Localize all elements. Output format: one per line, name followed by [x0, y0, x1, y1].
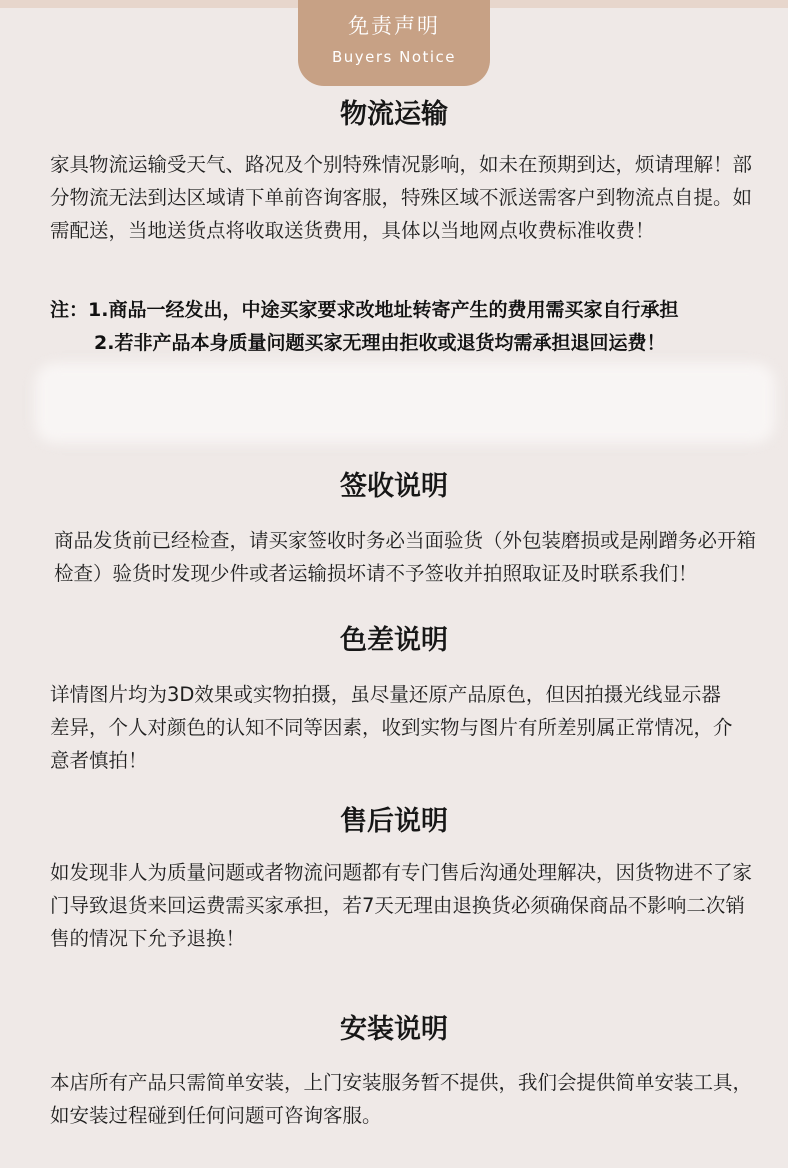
install-heading: 安装说明 — [340, 1014, 448, 1045]
badge-title-en: Buyers Notice — [331, 48, 457, 66]
color-heading: 色差说明 — [340, 625, 448, 656]
color-text: 详情图片均为3D效果或实物拍摄，虽尽量还原产品原色，但因拍摄光线显示器差异，个人对颜色的认知不同等因素，收到实物与图片有所差别属正常情况，介意者慎拍！ — [50, 683, 733, 772]
notice-badge — [298, 0, 490, 86]
badge-title-cn: 免责声明 — [348, 14, 440, 38]
logistics-note-1: 注：1.商品一经发出，中途买家要求改地址转寄产生的费用需买家自行承担 — [50, 299, 679, 321]
logistics-heading: 物流运输 — [340, 99, 448, 130]
install-text: 本店所有产品只需简单安装，上门安装服务暂不提供，我们会提供简单安装工具，如安装过程碰到任何问题可咨询客服。 — [50, 1071, 753, 1127]
blurred-band — [35, 363, 775, 443]
logistics-note-2: 2.若非产品本身质量问题买家无理由拒收或退货均需承担退回运费！ — [94, 332, 666, 354]
signing-text: 商品发货前已经检查，请买家签收时务必当面验货（外包装磨损或是剐蹭务必开箱检查）验货时发现少件或者运输损坏请不予签收并拍照取证及时联系我们！ — [54, 529, 757, 585]
logistics-text: 家具物流运输受天气、路况及个别特殊情况影响，如未在预期到达，烦请理解！部分物流无法到达区域请下单前咨询客服，特殊区域不派送需客户到物流点自提。如需配送，当地送货点将收取送货费用，具体以当地网点收费标准收费！ — [50, 153, 753, 242]
signing-heading: 签收说明 — [340, 471, 448, 502]
aftersales-text: 如发现非人为质量问题或者物流问题都有专门售后沟通处理解决，因货物进不了家门导致退货来回运费需买家承担，若7天无理由退换货必须确保商品不影响二次销售的情况下允予退换！ — [50, 861, 753, 950]
aftersales-heading: 售后说明 — [340, 806, 448, 837]
